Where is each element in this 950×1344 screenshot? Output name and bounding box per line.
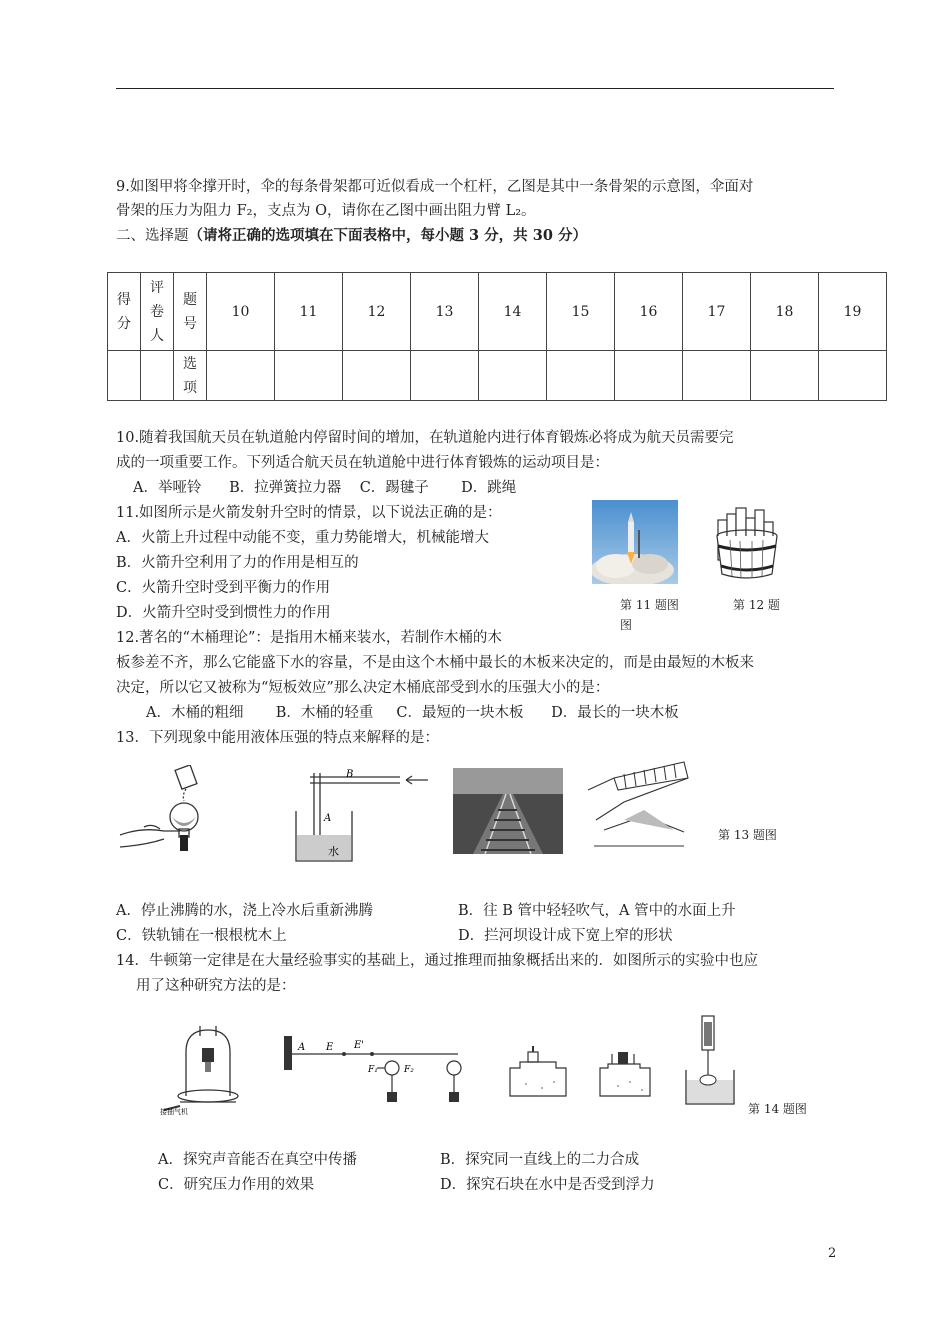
answer-cell[interactable]	[275, 351, 343, 401]
q14-option-a: A．探究声音能否在真空中传播	[158, 1152, 357, 1168]
q9-line1: 9.如图甲将伞撑开时，伞的每条骨架都可近似看成一个杠杆，乙图是其中一条骨架的示意图，伞面对	[116, 179, 754, 195]
section2-heading	[116, 225, 587, 247]
answer-cell[interactable]	[411, 351, 479, 401]
q14-line2: 用了这种研究方法的是：	[136, 978, 296, 994]
q13-option-b: B．往 B 管中轻轻吹气，A 管中的水面上升	[458, 903, 736, 919]
qnum-cell: 19	[819, 273, 887, 351]
q13-caption: 第 13 题图	[718, 828, 777, 842]
straw-tubes-figure	[290, 765, 440, 865]
q12-line2: 板参差不齐，那么它能盛下水的容量，不是由这个木桶中最长的木板来决定的，而是由最短的木板来	[116, 655, 754, 671]
answer-cell[interactable]	[683, 351, 751, 401]
dam-figure	[584, 760, 694, 850]
q12-line1: 12.著名的“木桶理论”：是指用木桶来装水，若制作木桶的木	[116, 630, 502, 646]
grader-cell[interactable]	[141, 351, 174, 401]
rocket-launch-image	[592, 500, 678, 584]
answer-cell[interactable]	[615, 351, 683, 401]
q13-stem: 13．下列现象中能用液体压强的特点来解释的是：	[116, 730, 439, 746]
boiling-flask-figure	[116, 765, 236, 857]
railway-track-image	[453, 768, 563, 854]
qnum-cell: 18	[751, 273, 819, 351]
page-number: 2	[828, 1246, 837, 1261]
q11-option-b: B．火箭升空利用了力的作用是相互的	[116, 555, 359, 571]
force-label-e2: E'	[354, 1040, 365, 1051]
q13-option-d: D．拦河坝设计成下宽上窄的形状	[458, 928, 673, 944]
water-label: 水	[328, 845, 339, 858]
section2-instruction: （请将正确的选项填在下面表格中，每小题 3 分，共 30 分）	[188, 227, 587, 244]
force-label-e: E	[326, 1042, 334, 1053]
force-label-f2: F₂	[404, 1065, 414, 1075]
q11-caption-wrap: 图	[620, 618, 633, 632]
qnum-cell: 10	[207, 273, 275, 351]
q14-option-b: B．探究同一直线上的二力合成	[440, 1152, 640, 1168]
col-pingjuanren: 评卷人	[141, 273, 174, 351]
tube-a-label: A	[324, 813, 332, 824]
qnum-cell: 11	[275, 273, 343, 351]
q10-line1: 10.随着我国航天员在轨道舱内停留时间的增加，在轨道舱内进行体育锻炼必将成为航天员需要完	[116, 430, 734, 446]
q9-line2: 骨架的压力为阻力 F₂，支点为 O，请你在乙图中画出阻力臂 L₂。	[116, 203, 536, 219]
col-tihao: 题号	[174, 273, 207, 351]
answer-cell[interactable]	[819, 351, 887, 401]
q11-stem: 11.如图所示是火箭发射升空时的情景，以下说法正确的是：	[116, 505, 502, 521]
pressure-effect-figure	[506, 1044, 676, 1100]
q12-caption: 第 12 题	[733, 598, 780, 612]
qnum-cell: 15	[547, 273, 615, 351]
q14-option-c: C．研究压力作用的效果	[158, 1177, 315, 1193]
answer-table	[107, 272, 887, 401]
q11-option-d: D．火箭升空时受到惯性力的作用	[116, 605, 331, 621]
tube-b-label: B	[346, 769, 354, 780]
q11-caption: 第 11 题图	[620, 598, 679, 612]
buoyancy-figure	[682, 1014, 742, 1108]
header-rule	[116, 88, 834, 89]
answer-cell[interactable]	[547, 351, 615, 401]
col-defen: 得分	[108, 273, 141, 351]
q12-line3: 决定，所以它又被称为“短板效应”那么决定木桶底部受到水的压强大小的是：	[116, 680, 610, 696]
q14-caption: 第 14 题图	[748, 1102, 807, 1116]
bell-jar-figure	[160, 1022, 256, 1116]
section2-title: 二、选择题	[116, 228, 189, 244]
q14-line1: 14．牛顿第一定律是在大量经验事实的基础上，通过推理而抽象概括出来的．如图所示的实验中也应	[116, 953, 758, 969]
q10-options: A．举哑铃 B．拉弹簧拉力器 C．踢毽子 D．跳绳	[133, 480, 517, 496]
q10-line2: 成的一项重要工作。下列适合航天员在轨道舱中进行体育锻炼的运动项目是：	[116, 455, 609, 471]
force-label-f1: F₁	[368, 1065, 378, 1075]
answer-cell[interactable]	[479, 351, 547, 401]
force-composition-figure	[282, 1036, 472, 1110]
wooden-bucket-image	[708, 506, 786, 582]
qnum-cell: 14	[479, 273, 547, 351]
qnum-cell: 17	[683, 273, 751, 351]
q11-option-c: C．火箭升空时受到平衡力的作用	[116, 580, 331, 596]
qnum-cell: 12	[343, 273, 411, 351]
q14-option-d: D．探究石块在水中是否受到浮力	[440, 1177, 655, 1193]
answer-cell[interactable]	[343, 351, 411, 401]
force-label-a: A	[298, 1042, 306, 1053]
answer-cell[interactable]	[207, 351, 275, 401]
q12-options: A．木桶的粗细 B．木桶的轻重 C．最短的一块木板 D．最长的一块木板	[146, 705, 679, 721]
score-cell[interactable]	[108, 351, 141, 401]
q11-option-a: A．火箭上升过程中动能不变，重力势能增大，机械能增大	[116, 530, 489, 546]
q13-option-c: C．铁轨铺在一根根枕木上	[116, 928, 287, 944]
pump-label: 接抽气机	[160, 1108, 188, 1116]
q13-option-a: A．停止沸腾的水，浇上冷水后重新沸腾	[116, 903, 373, 919]
qnum-cell: 16	[615, 273, 683, 351]
answer-cell[interactable]	[751, 351, 819, 401]
qnum-cell: 13	[411, 273, 479, 351]
row-xuanxiang: 选项	[174, 351, 207, 401]
